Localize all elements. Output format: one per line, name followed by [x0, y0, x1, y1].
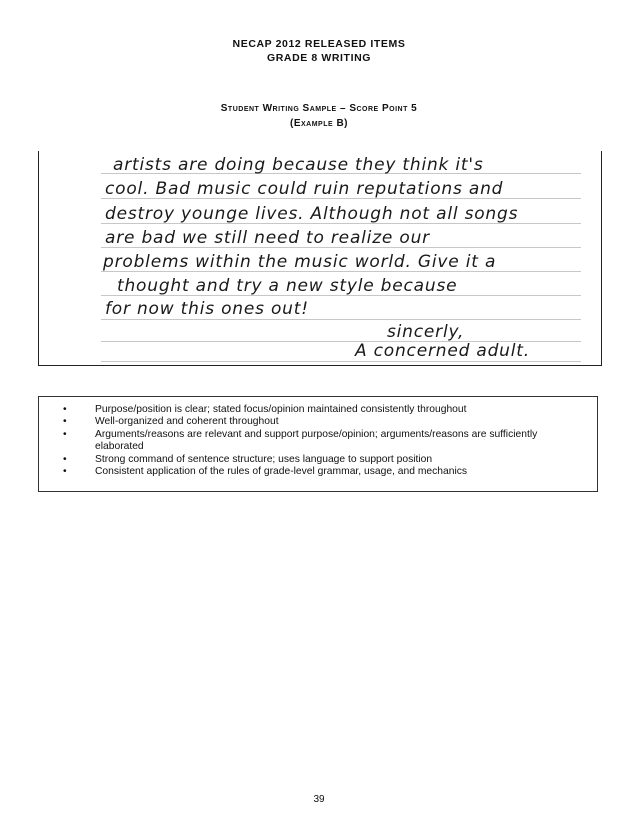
sample-title: Student Writing Sample – Score Point 5 [220, 103, 418, 114]
handwriting-signoff: sincerly, [387, 322, 465, 342]
criteria-item [63, 404, 587, 416]
handwriting-signature: A concerned adult. [355, 341, 530, 361]
ruled-line [101, 361, 581, 362]
criteria-text: Arguments/reasons are relevant and support purpose/opinion; arguments/reasons are sufficiently elaborated [95, 428, 538, 453]
handwriting-line: cool. Bad music could ruin reputations and [105, 179, 504, 199]
bullet: • [63, 416, 67, 428]
bullet: • [63, 428, 67, 440]
handwriting-line: destroy younge lives. Although not all songs [105, 204, 519, 224]
handwriting-line: problems within the music world. Give it a [103, 252, 497, 272]
criteria-text: Consistent application of the rules of grade-level grammar, usage, and mechanics [95, 466, 468, 478]
handwritten-sample-image [38, 151, 602, 366]
handwriting-line: artists are doing because they think it's [113, 155, 484, 175]
criteria-item [63, 429, 587, 454]
ruled-line [101, 319, 581, 320]
sample-example-label: (Example B) [290, 118, 348, 129]
criteria-item [63, 466, 587, 478]
page-number: 39 [313, 794, 325, 805]
handwriting-line: are bad we still need to realize our [105, 228, 430, 248]
criteria-text: Strong command of sentence structure; uses language to support position [95, 453, 433, 465]
criteria-text: Purpose/position is clear; stated focus/opinion maintained consistently throughout [95, 404, 467, 415]
scoring-criteria-box [38, 396, 598, 492]
criteria-item [63, 454, 587, 466]
handwriting-line: for now this ones out! [105, 299, 309, 319]
criteria-list [63, 404, 587, 478]
bullet: • [63, 466, 67, 478]
criteria-text: Well-organized and coherent throughout [95, 416, 279, 428]
handwriting-line: thought and try a new style because [117, 276, 458, 296]
document-header-line1: NECAP 2012 RELEASED ITEMS [232, 38, 406, 50]
document-header-line2: GRADE 8 WRITING [266, 52, 372, 64]
bullet: • [63, 404, 67, 415]
bullet: • [63, 453, 67, 465]
criteria-item [63, 416, 587, 428]
